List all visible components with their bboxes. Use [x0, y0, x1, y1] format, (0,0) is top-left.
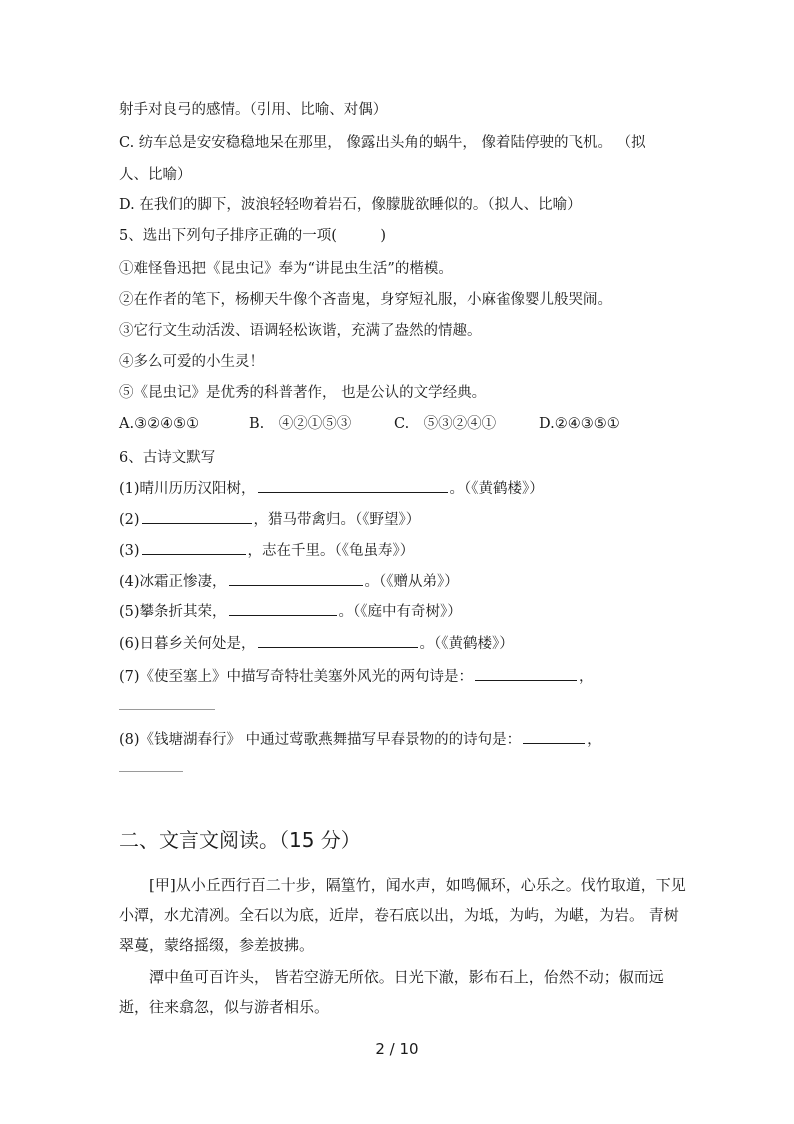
passage-paragraph-2: 潭中鱼可百许头， 皆若空游无所依。日光下澈，影布石上，佁然不动；俶而远逝，往来翕忽，似与游者相乐。 [119, 968, 664, 1016]
poem-7 [119, 665, 694, 688]
poem-6-prefix: (6)日暮乡关何处是， [119, 636, 256, 652]
poem-7-blank-b[interactable] [119, 697, 215, 710]
option-c-line1: C. 纺车总是安安稳稳地呆在那里， 像露出头角的蜗牛， 像着陆停驶的飞机。 （拟 [119, 135, 646, 151]
poem-6-suffix: 。（《黄鹤楼》） [419, 636, 514, 652]
poem-1-prefix: (1)晴川历历汉阳树， [119, 481, 256, 497]
poem-3-prefix: (3) [119, 543, 140, 559]
poem-7-blank-a[interactable] [475, 665, 577, 681]
poem-1 [119, 477, 694, 500]
poem-7-suffix: ， [579, 669, 594, 685]
poem-8-suffix: ， [587, 732, 602, 748]
question-5-title: 5、选出下列句子排序正确的一项( ) [119, 228, 387, 244]
sentence-4: ④多么可爱的小生灵！ [119, 354, 264, 370]
option-c-line2: 人、比喻） [119, 167, 192, 183]
sentence-1: ①难怪鲁迅把《昆虫记》奉为“讲昆虫生活”的楷模。 [119, 261, 453, 277]
poem-5 [119, 600, 694, 623]
question-6-title: 6、古诗文默写 [119, 450, 216, 466]
poem-1-suffix: 。（《黄鹤楼》） [449, 481, 544, 497]
poem-4-prefix: (4)冰霜正惨凄， [119, 574, 227, 590]
sentence-3: ③它行文生动活泼、语调轻松诙谐，充满了盎然的情趣。 [119, 323, 482, 339]
poem-5-blank[interactable] [229, 600, 337, 616]
section-2-title: 二、文言文阅读。（15 分） [119, 828, 361, 852]
poem-5-suffix: 。（《庭中有奇树》） [338, 604, 462, 620]
poem-6 [119, 632, 694, 655]
poem-8 [119, 728, 694, 751]
poem-1-blank[interactable] [258, 477, 448, 493]
sentence-5: ⑤《昆虫记》是优秀的科普著作， 也是公认的文学经典。 [119, 385, 487, 401]
option-d: D. 在我们的脚下，波浪轻轻吻着岩石，像朦胧欲睡似的。（拟人、比喻） [119, 197, 582, 213]
sentence-2: ②在作者的笔下，杨柳天牛像个吝啬鬼，身穿短礼服，小麻雀像婴儿般哭闹。 [119, 292, 612, 308]
poem-8-blank-b[interactable] [119, 759, 183, 772]
poem-4 [119, 570, 694, 593]
poem-6-blank[interactable] [258, 632, 418, 648]
poem-3 [119, 539, 694, 562]
poem-2-blank[interactable] [142, 508, 252, 524]
poem-2 [119, 508, 694, 531]
poem-3-blank[interactable] [142, 539, 246, 555]
poem-5-prefix: (5)攀条折其荣， [119, 604, 227, 620]
option-c[interactable]: C. ⑤③②④① [394, 416, 497, 432]
poem-3-suffix: ，志在千里。（《龟虽寿》） [247, 543, 415, 559]
poem-2-suffix: ，猎马带禽归。（《野望》） [253, 512, 421, 528]
option-d[interactable]: D.②④③⑤① [539, 416, 620, 432]
option-b[interactable]: B. ④②①⑤③ [249, 416, 352, 432]
passage-paragraph-1: [甲]从小丘西行百二十步，隔篁竹，闻水声，如鸣佩环，心乐之。伐竹取道，下见小潭，水尤清冽。全石以为底，近岸，卷石底以出，为坻，为屿，为嵁，为岩。 青树翠蔓，蒙络摇缀，参差披拂。 [119, 876, 686, 954]
poem-4-blank[interactable] [229, 570, 363, 586]
poem-2-prefix: (2) [119, 512, 140, 528]
poem-8-prefix: (8)《钱塘湖春行》 中通过莺歌燕舞描写早春景物的的诗句是： [119, 732, 522, 748]
question-b-tail: 射手对良弓的感情。（引用、比喻、对偶） [119, 102, 388, 118]
page-number: 2 / 10 [375, 1040, 419, 1058]
poem-8-blank-a[interactable] [523, 728, 585, 744]
option-a[interactable]: A.③②④⑤① [119, 416, 200, 432]
question-5-options [119, 413, 694, 435]
poem-7-prefix: (7)《使至塞上》中描写奇特壮美塞外风光的两句诗是： [119, 669, 474, 685]
poem-4-suffix: 。（《赠从弟》） [364, 574, 459, 590]
